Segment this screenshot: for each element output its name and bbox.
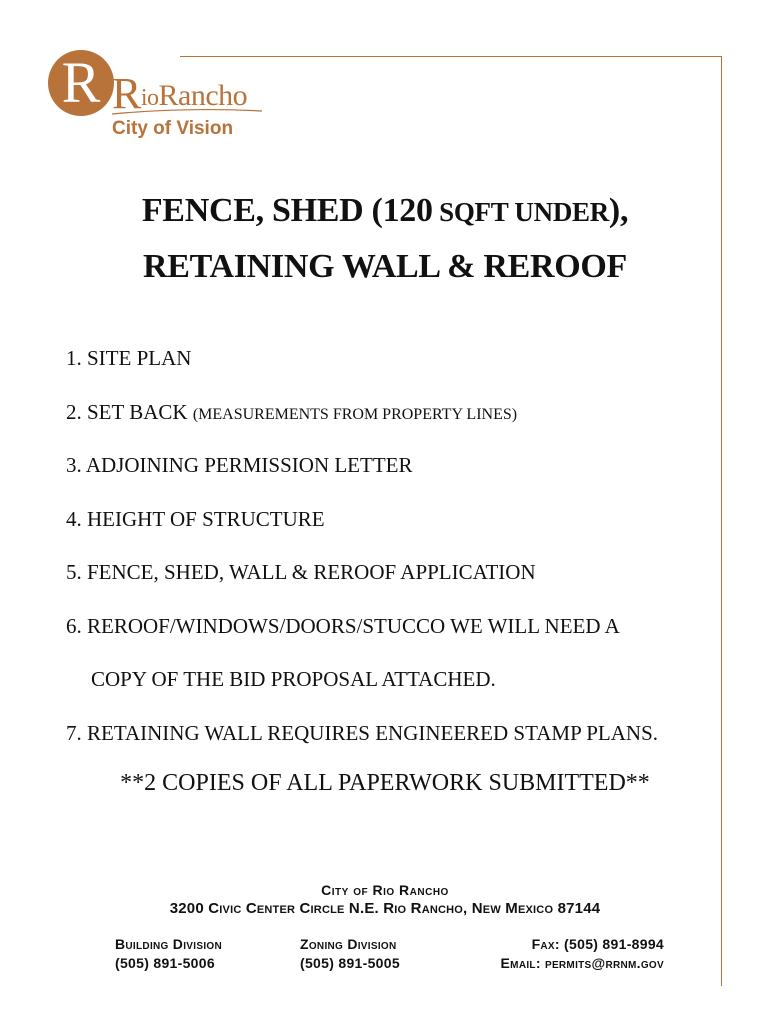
- list-item-text: 6. REROOF/WINDOWS/DOORS/STUCCO WE WILL NEED A: [66, 613, 620, 638]
- zoning-division-phone: (505) 891-5005: [300, 955, 400, 971]
- logo-tagline: City of Vision: [112, 118, 234, 139]
- list-item-text: COPY OF THE BID PROPOSAL ATTACHED.: [91, 667, 496, 691]
- list-item-text: 1. SITE PLAN: [66, 346, 192, 370]
- list-item-text: 2. SET BACK: [66, 399, 193, 424]
- list-item: [66, 600, 726, 654]
- logo-word-big: R: [112, 69, 141, 118]
- logo-swoosh-icon: [112, 108, 262, 116]
- logo-word-rest: Rancho: [158, 79, 248, 112]
- copies-notice: **2 COPIES OF ALL PAPERWORK SUBMITTED**: [120, 770, 650, 796]
- page-title-line-1: [0, 192, 770, 230]
- list-item: [66, 439, 726, 493]
- list-item-subtext: (MEASUREMENTS FROM PROPERTY LINES): [192, 405, 518, 423]
- zoning-division-label: Zoning Division: [300, 936, 397, 952]
- list-item-text: 5. FENCE, SHED, WALL & REROOF APPLICATION: [66, 560, 536, 584]
- logo-word-small: io: [140, 85, 159, 111]
- logo-badge: R: [48, 50, 114, 116]
- list-item-continuation: [66, 653, 726, 707]
- title-part-a: FENCE, SHED (120: [141, 192, 433, 229]
- list-item-text: 7. RETAINING WALL REQUIRES ENGINEERED STAMP PLANS.: [66, 720, 659, 745]
- list-item: [66, 546, 726, 600]
- requirements-list: [66, 332, 726, 760]
- fax-number: Fax: (505) 891-8994: [531, 936, 664, 952]
- title-part-b: SQFT UNDER: [432, 197, 609, 227]
- email-address: Email: permits@rrnm.gov: [500, 955, 664, 971]
- rio-rancho-logo: [48, 48, 268, 148]
- list-item-text: 4. HEIGHT OF STRUCTURE: [66, 506, 325, 531]
- footer-address: 3200 Civic Center Circle N.E. Rio Rancho, New Mexico 87144: [169, 900, 601, 917]
- footer-city: City of Rio Rancho: [321, 882, 449, 898]
- list-item: [66, 707, 726, 761]
- page-title-line-2: RETAINING WALL & REROOF: [143, 248, 627, 285]
- list-item: [66, 493, 726, 547]
- title-part-c: ),: [608, 192, 629, 229]
- list-item: [66, 386, 726, 440]
- footer-zoning-division: [300, 935, 400, 973]
- building-division-phone: (505) 891-5006: [115, 955, 215, 971]
- building-division-label: Building Division: [115, 936, 222, 952]
- footer-building-division: [115, 935, 222, 973]
- footer-contact: [501, 935, 664, 973]
- list-item-text: 3. ADJOINING PERMISSION LETTER: [66, 453, 413, 477]
- list-item: [66, 332, 726, 386]
